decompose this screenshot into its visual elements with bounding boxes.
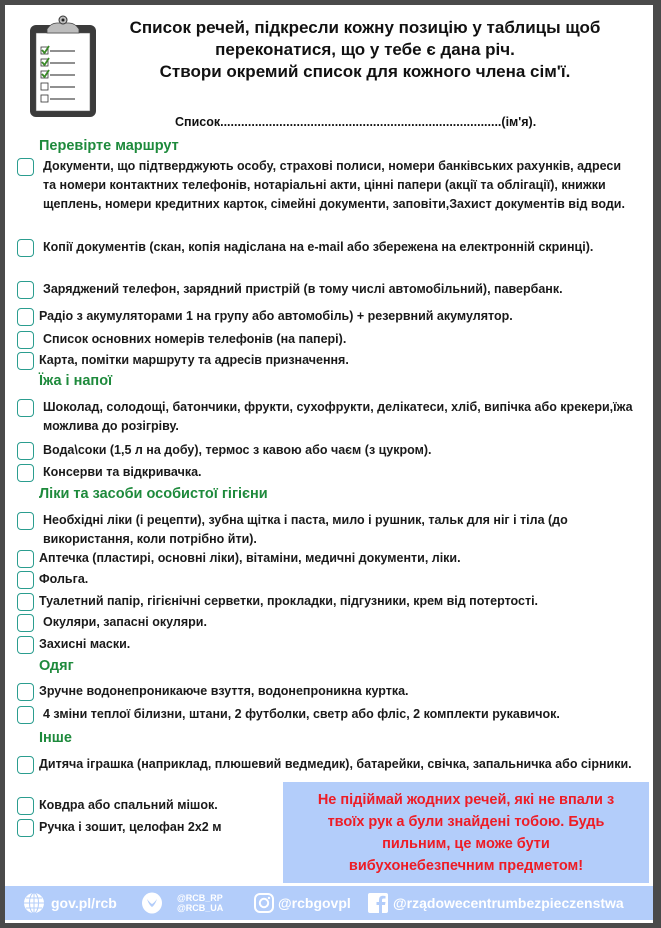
checkbox[interactable] <box>17 399 34 417</box>
list-item <box>17 351 637 370</box>
checkbox[interactable] <box>17 593 34 611</box>
item-text: Заряджений телефон, зарядний пристрій (в тому числі автомобільний), павербанк. <box>43 282 563 296</box>
instagram-handle[interactable]: @rcbgovpl <box>278 895 351 911</box>
checkbox[interactable] <box>17 331 34 349</box>
checkbox[interactable] <box>17 683 34 701</box>
section-title-clothes: Одяг <box>39 658 74 674</box>
checkbox[interactable] <box>17 442 34 460</box>
list-item <box>17 511 637 549</box>
list-item <box>17 463 637 482</box>
checkbox[interactable] <box>17 308 34 326</box>
section-title-route: Перевірте маршрут <box>39 138 179 154</box>
item-text: Аптечка (пластирі, основні ліки), вітаміни, медичні документи, ліки. <box>39 551 461 565</box>
list-item <box>17 592 637 611</box>
item-text: 4 зміни теплої білизни, штани, 2 футболки, светр або фліс, 2 комплекти рукавичок. <box>43 707 560 721</box>
clipboard-checklist-icon <box>27 15 107 120</box>
item-text: Ручка і зошит, целофан 2x2 м <box>39 820 222 834</box>
website-link[interactable]: gov.pl/rcb <box>51 895 117 911</box>
item-text: Фольга. <box>39 572 89 586</box>
item-text: Список основних номерів телефонів (на папері). <box>43 332 347 346</box>
item-text: Необхідні ліки (і рецепти), зубна щітка і паста, мило і рушник, тальк для ніг і тіла (до використання, коли потрібно йти). <box>43 513 568 546</box>
list-item <box>17 682 637 701</box>
list-item <box>17 705 637 724</box>
list-item <box>17 613 637 632</box>
facebook-icon <box>367 892 389 914</box>
item-text: Радіо з акумуляторами 1 на групу або автомобіль) + резервний акумулятор. <box>39 309 513 323</box>
checkbox[interactable] <box>17 464 34 482</box>
globe-icon <box>23 892 45 914</box>
list-item <box>17 796 277 815</box>
list-item <box>17 635 637 654</box>
section-title-food: Їжа і напої <box>39 373 113 389</box>
checkbox[interactable] <box>17 636 34 654</box>
item-text: Карта, помітки маршруту та адресів призначення. <box>39 353 349 367</box>
list-item <box>17 441 637 460</box>
checkbox[interactable] <box>17 819 34 837</box>
twitter-handle-rp[interactable]: @RCB_RP <box>177 893 223 903</box>
checkbox[interactable] <box>17 239 34 257</box>
section-title-medicine: Ліки та засоби особистої гігієни <box>39 486 268 502</box>
item-text: Вода\соки (1,5 л на добу), термос з кавою або чаєм (з цукром). <box>43 443 432 457</box>
footer-facebook[interactable] <box>367 886 624 920</box>
section-title-other: Інше <box>39 730 72 746</box>
list-item <box>17 549 637 568</box>
list-item <box>17 157 637 214</box>
twitter-handle-ua[interactable]: @RCB_UA <box>177 903 224 913</box>
title-line: переконатися, що у тебе є дана річ. <box>215 40 515 59</box>
checkbox[interactable] <box>17 706 34 724</box>
item-text: Копії документів (скан, копія надіслана на e-mail або збережена на електронній скринці). <box>43 240 594 254</box>
twitter-icon <box>141 892 163 914</box>
list-item <box>17 330 637 349</box>
checkbox[interactable] <box>17 756 34 774</box>
list-name-field[interactable]: Список.................................................................................(ім'я). <box>175 115 537 129</box>
checkbox[interactable] <box>17 797 34 815</box>
item-text: Ковдра або спальний мішок. <box>39 798 218 812</box>
checkbox[interactable] <box>17 158 34 176</box>
checkbox[interactable] <box>17 571 34 589</box>
checklist-page <box>5 5 653 923</box>
list-item <box>17 755 637 774</box>
checkbox[interactable] <box>17 512 34 530</box>
item-text: Туалетний папір, гігієнічні серветки, прокладки, підгузники, крем від потертості. <box>39 594 539 608</box>
footer-instagram[interactable] <box>253 886 351 920</box>
item-text: Шоколад, солодощі, батончики, фрукти, сухофрукти, делікатеси, хліб, випічка або крекери,їжа можлива до розігріву. <box>43 400 633 433</box>
footer-website[interactable] <box>23 886 117 920</box>
warning-text: Не підіймай жодних речей, які не впали з твоїх рук а були знайдені тобою. Будь пильним, це може бути вибухонебезпечним предметом! <box>317 791 615 874</box>
list-item <box>17 238 637 257</box>
footer-bar <box>5 886 653 920</box>
warning-box <box>283 782 649 883</box>
list-item <box>17 307 637 326</box>
item-text: Дитяча іграшка (наприклад, плюшевий ведмедик), батарейки, свічка, запальничка або сірники. <box>39 757 632 771</box>
item-text: Захисні маски. <box>39 637 131 651</box>
item-text: Консерви та відкривачка. <box>43 465 202 479</box>
instagram-icon <box>253 892 275 914</box>
checkbox[interactable] <box>17 614 34 632</box>
item-text: Окуляри, запасні окуляри. <box>43 615 207 629</box>
checkbox[interactable] <box>17 550 34 568</box>
item-text: Документи, що підтверджують особу, страхові полиси, номери банківських рахунків, адреси та номери контактних телефонів, нотаріальні акти, цінні папери (акції та облігації), книжки щеплень, номери кредитних карток, сімейні документи, заповіти,Захист документів від води. <box>43 159 625 211</box>
checkbox[interactable] <box>17 281 34 299</box>
title-line: Створи окремий список для кожного члена сім'ї. <box>159 62 571 81</box>
facebook-handle[interactable]: @rządowecentrumbezpieczenstwa <box>393 895 624 911</box>
item-text: Зручне водонепроникаюче взуття, водонепроникна куртка. <box>39 684 409 698</box>
list-item <box>17 570 637 589</box>
checkbox[interactable] <box>17 352 34 370</box>
list-item <box>17 398 637 436</box>
page-title <box>105 17 625 83</box>
footer-twitter[interactable] <box>141 886 223 920</box>
title-line: Список речей, підкресли кожну позицію у таблицы щоб <box>129 18 601 37</box>
list-item <box>17 818 277 837</box>
list-item <box>17 280 637 299</box>
